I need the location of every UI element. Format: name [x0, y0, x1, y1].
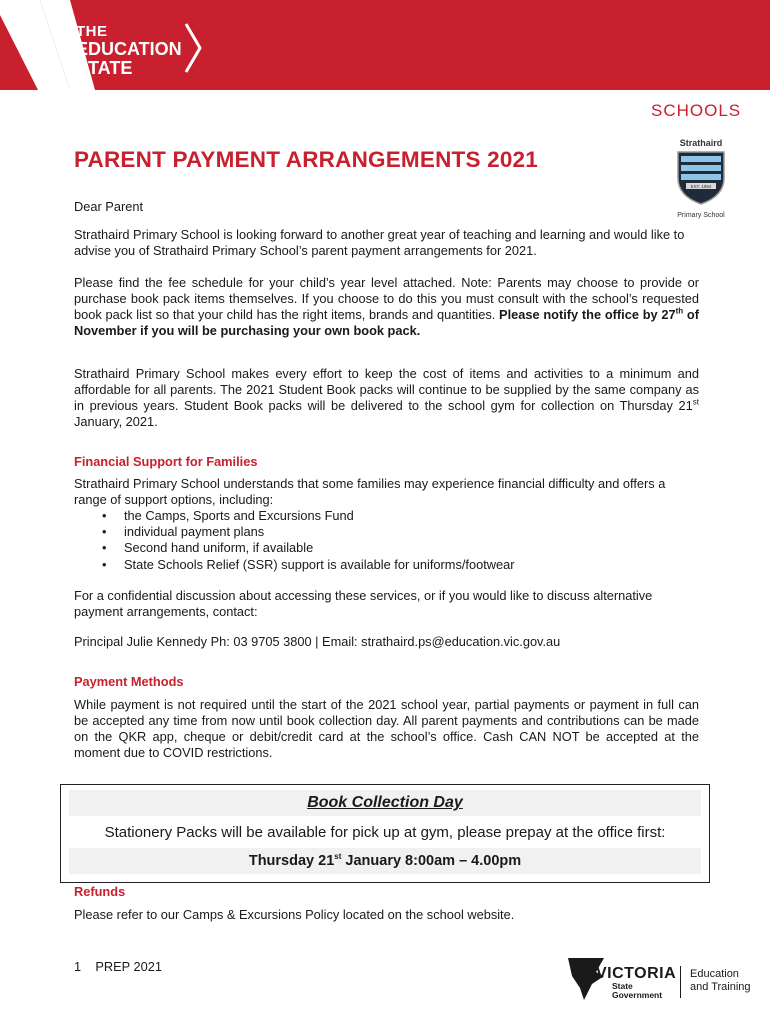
list-item-label: Second hand uniform, if available — [124, 540, 314, 556]
bullet-icon: • — [102, 508, 107, 523]
state-gov-line-1: State — [612, 981, 633, 991]
notify-before: Please notify the office by 27 — [499, 307, 676, 322]
collection-title: Book Collection Day — [69, 790, 701, 816]
collection-date-after: January 8:00am – 4.00pm — [341, 853, 522, 869]
list-item — [100, 540, 514, 556]
payment-paragraph: While payment is not required until the start of the 2021 school year, partial payments or payment in full can be accepted any time from now until book collection day. All parent payments and contributions can be made on the QKR app, cheque or debit/credit card at the school’s office. Cash CAN NOT be accepted at the moment due to COVID restrictions. — [74, 697, 699, 760]
refunds-text: Please refer to our Camps & Excursions Policy located on the school website. — [74, 907, 515, 922]
support-list — [100, 508, 514, 573]
payment-heading: Payment Methods — [74, 674, 184, 689]
list-item — [100, 524, 514, 540]
list-item-label: State Schools Relief (SSR) support is available for uniforms/footwear — [124, 556, 515, 572]
brand-line-2: EDUCATION — [76, 39, 182, 59]
confidential-paragraph: For a confidential discussion about accessing these services, or if you would like to discuss alternative payment arrangements, contact: — [74, 588, 653, 619]
schools-label: SCHOOLS — [651, 101, 742, 120]
page-footer: 1 PREP 2021 — [74, 959, 162, 974]
intro-paragraph: Strathaird Primary School is looking forward to another great year of teaching and learning and would like to advise you of Strathaird Primary School’s parent payment arrangements for 2021. — [74, 227, 685, 258]
header-banner — [0, 0, 770, 90]
crest-est: EST. 1984 — [690, 184, 712, 189]
victoria-logo — [566, 954, 766, 1004]
costs-text: Strathaird Primary School makes every effort to keep the cost of items and activities to a minimum and affordable for all parents. The 2021 Student Book packs will continue to be supplied by the same company as in previous years. Student Book packs will be delivered to the school gym for collection on Thursday 21 — [74, 366, 699, 413]
bullet-icon: • — [102, 540, 107, 556]
shield-icon — [672, 148, 730, 206]
collection-date-sup: st — [334, 852, 342, 862]
financial-intro: Strathaird Primary School understands that some families may experience financial difficulty and offers a range of support options, including: — [74, 476, 666, 507]
bullet-icon: • — [102, 524, 107, 540]
dept-line-2: and Training — [690, 981, 751, 993]
logo-divider — [680, 966, 681, 998]
notify-sup: th — [675, 306, 684, 316]
page-title: PARENT PAYMENT ARRANGEMENTS 2021 — [74, 147, 538, 172]
fee-text: Please find the fee schedule for your child’s year level attached. Note: Parents may choose to provide or purchase book pack items themselves. If you choose to do this you must consult with the school’s requested book pack list so that your child has the right items, brands and quantities. — [74, 275, 699, 322]
costs-after: January, 2021. — [74, 414, 158, 429]
collection-date-before: Thursday 21 — [248, 853, 335, 869]
list-item-label: individual payment plans — [124, 524, 265, 540]
list-item-label: the Camps, Sports and Excursions Fund — [124, 508, 354, 523]
financial-heading: Financial Support for Families — [74, 454, 258, 469]
costs-sup: st — [692, 397, 699, 407]
book-collection-box — [60, 784, 710, 883]
fee-paragraph — [74, 275, 699, 339]
notify-after: of November if you will be purchasing your own book pack. — [74, 307, 699, 338]
list-item — [100, 508, 514, 524]
bullet-icon: • — [102, 556, 107, 572]
state-government-label — [612, 982, 662, 1000]
brand-line-3: STATE — [76, 58, 133, 78]
collection-date — [69, 848, 701, 874]
list-item — [100, 557, 514, 573]
victoria-wordmark: VICTORIA — [596, 965, 677, 982]
dept-line-1: Education — [690, 968, 739, 980]
costs-paragraph — [74, 366, 699, 430]
crest-name: Strathaird — [679, 138, 723, 148]
contact-line: Principal Julie Kennedy Ph: 03 9705 3800 | Email: strathaird.ps@education.vic.gov.au — [74, 634, 561, 649]
collection-line: Stationery Packs will be available for pick up at gym, please prepay at the office first: — [69, 821, 701, 845]
brand-line-1: THE — [76, 23, 108, 40]
department-label — [690, 968, 751, 994]
salutation: Dear Parent — [74, 199, 143, 214]
state-gov-line-2: Government — [612, 990, 663, 1000]
refunds-heading: Refunds — [74, 884, 126, 899]
education-state-logo — [76, 24, 182, 77]
crest-subtitle: Primary School — [677, 212, 725, 219]
